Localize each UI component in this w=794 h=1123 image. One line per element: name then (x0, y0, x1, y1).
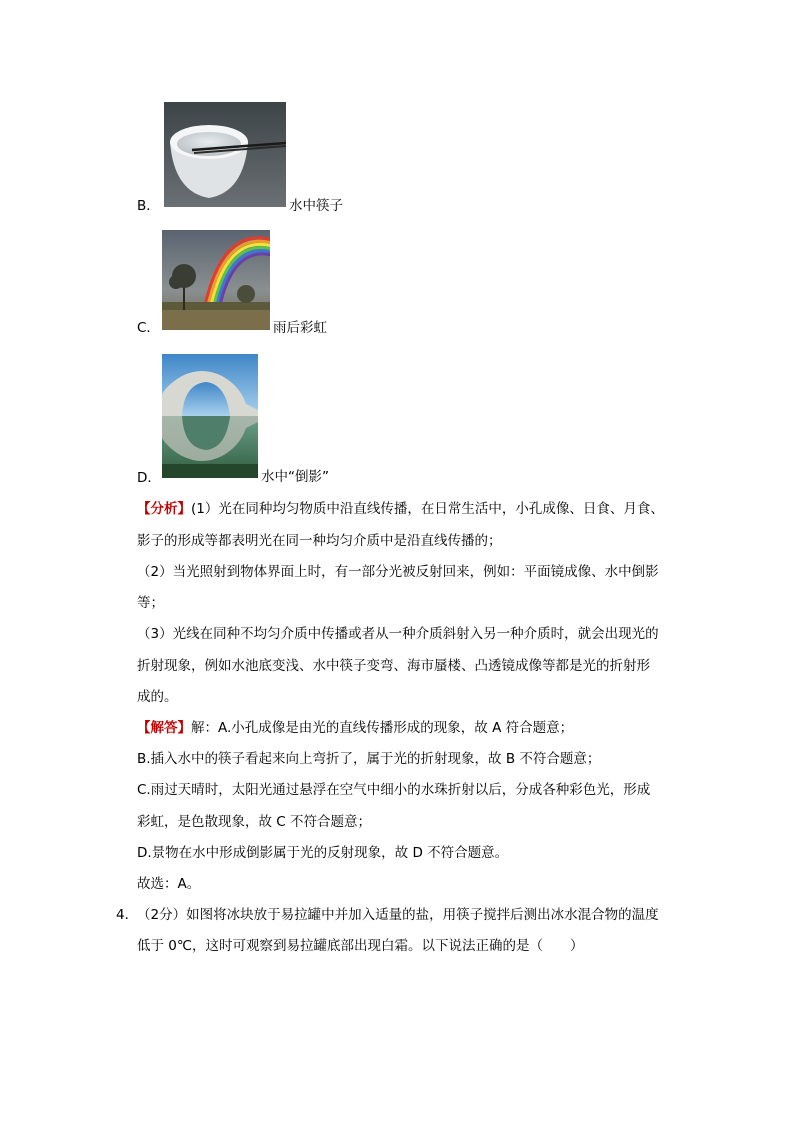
answer-tag: 【解答】 (137, 720, 191, 736)
option-d-letter: D． (137, 470, 161, 486)
option-c-caption: 雨后彩虹 (273, 320, 327, 336)
answer-line-4: 彩虹，是色散现象，故 C 不符合题意； (137, 814, 372, 830)
analysis-tag: 【分析】 (137, 501, 191, 517)
option-b-letter: B． (137, 198, 160, 214)
analysis-line-7: 成的。 (137, 689, 178, 705)
option-d-caption: 水中“倒影” (261, 469, 329, 485)
analysis-line-2: 影子的形成等都表明光在同一种均匀介质中是沿直线传播的； (137, 533, 502, 549)
question-4-line-2: 低于 0℃，这时可观察到易拉罐底部出现白霜。以下说法正确的是（ ） (137, 938, 584, 954)
answer-text: 解：A.小孔成像是由光的直线传播形成的现象，故 A 符合题意； (191, 720, 574, 736)
bridge-reflection-image (162, 354, 258, 478)
analysis-line-4: 等； (137, 595, 164, 611)
answer-line-5: D.景物在水中形成倒影属于光的反射现象，故 D 不符合题意。 (137, 845, 509, 861)
analysis-line-3: （2）当光照射到物体界面上时，有一部分光被反射回来，例如：平面镜成像、水中倒影 (137, 564, 659, 580)
analysis-line-1 (137, 500, 664, 518)
answer-line-1 (137, 719, 573, 737)
question-4-line-1: （2分）如图将冰块放于易拉罐中并加入适量的盐，用筷子搅拌后测出冰水混合物的温度 (137, 907, 659, 923)
option-b-caption: 水中筷子 (289, 198, 343, 214)
answer-line-6: 故选：A。 (137, 876, 201, 892)
analysis-text: (1）光在同种均匀物质中沿直线传播，在日常生活中，小孔成像、日食、月食、 (191, 501, 664, 517)
option-c-letter: C． (137, 320, 160, 336)
question-4-number: 4． (116, 907, 139, 923)
analysis-line-6: 折射现象，例如水池底变浅、水中筷子变弯、海市蜃楼、凸透镜成像等都是光的折射形 (137, 658, 650, 674)
answer-line-2: B.插入水中的筷子看起来向上弯折了，属于光的折射现象，故 B 不符合题意； (137, 751, 601, 767)
answer-line-3: C.雨过天晴时，太阳光通过悬浮在空气中细小的水珠折射以后，分成各种彩色光，形成 (137, 782, 651, 798)
rainbow-image (162, 230, 270, 330)
analysis-line-5: （3）光线在同种不均匀介质中传播或者从一种介质斜射入另一种介质时，就会出现光的 (137, 626, 659, 642)
chopsticks-in-water-image (164, 102, 286, 207)
